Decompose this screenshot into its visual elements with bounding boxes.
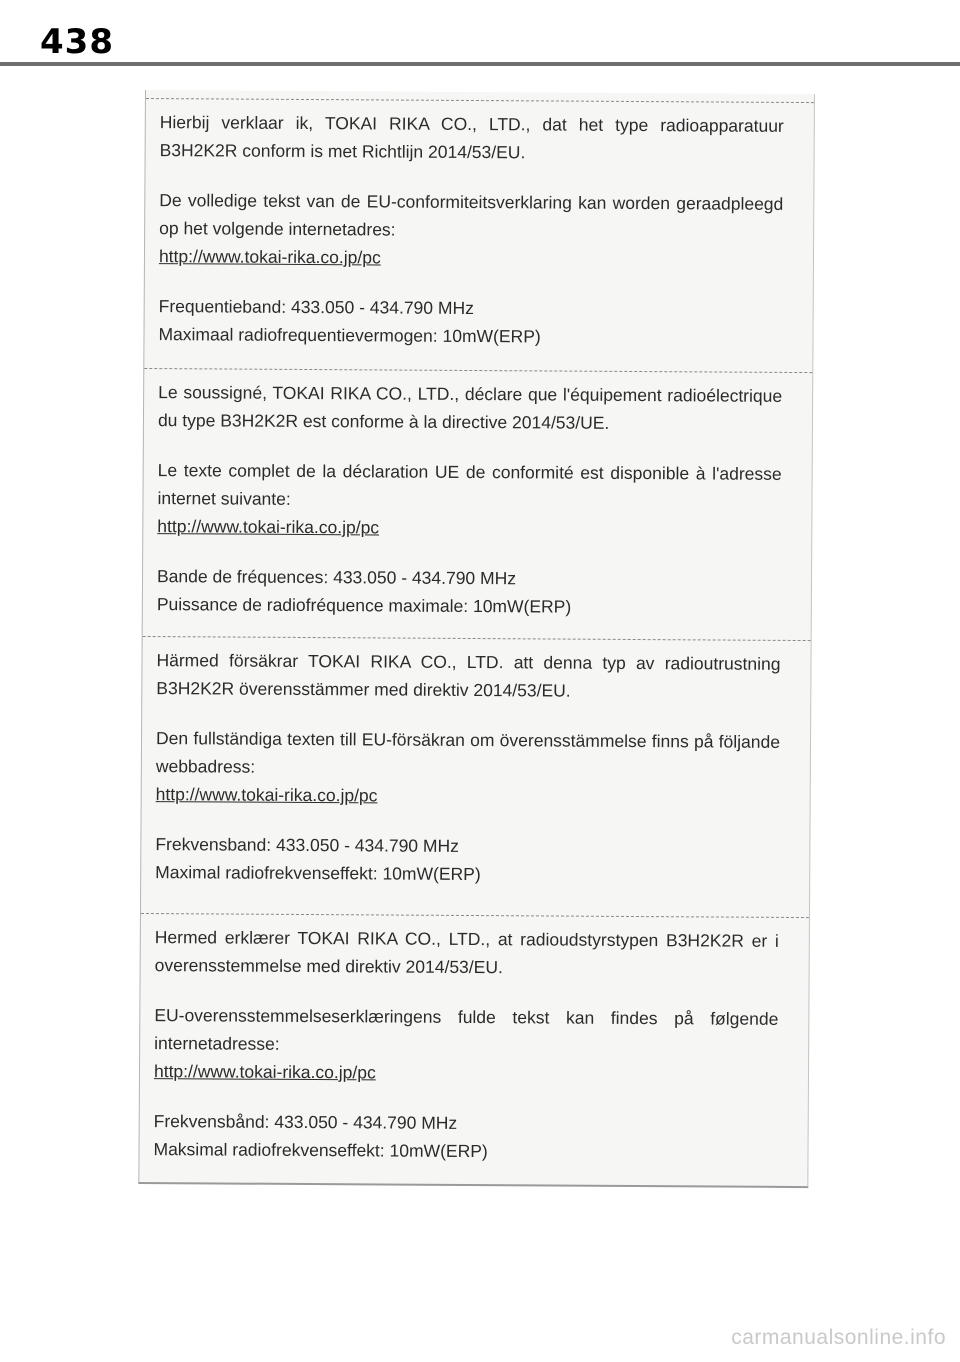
declaration-text: Hermed erklærer TOKAI RIKA CO., LTD., at radioudstyrstypen B3H2K2R er i overensstemmelse med direktiv 2014/53/EU. — [154, 927, 779, 978]
declaration-url-link[interactable]: http://www.tokai-rika.co.jp/pc — [158, 246, 381, 268]
header-rule — [0, 62, 960, 66]
max-power: Maximal radiofrekvenseffekt: 10mW(ERP) — [155, 862, 481, 885]
frequency-band: Bande de fréquences: 433.050 - 434.790 MHz — [156, 566, 517, 589]
frequency-band: Frekvensband: 433.050 - 434.790 MHz — [155, 834, 459, 856]
max-power: Maksimal radiofrekvenseffekt: 10mW(ERP) — [153, 1139, 488, 1162]
max-power: Puissance de radiofréquence maximale: 10mW(ERP) — [156, 594, 572, 617]
declaration-url-link[interactable]: http://www.tokai-rika.co.jp/pc — [157, 516, 380, 538]
declaration-block-swedish — [141, 636, 811, 917]
fulltext-intro: Den fullständiga texten till EU-försäkran om överensstämmelse finns på följande webbadress: — [155, 728, 781, 777]
declaration-text: Härmed försäkrar TOKAI RIKA CO., LTD. att denna typ av radioutrustning B3H2K2R överensstämmer med direktiv 2014/53/EU. — [156, 650, 781, 701]
declaration-block-french — [143, 368, 813, 640]
site-watermark: carmanualsonline.info — [731, 1326, 946, 1349]
declaration-url-link[interactable]: http://www.tokai-rika.co.jp/pc — [153, 1061, 376, 1083]
declaration-url-link[interactable]: http://www.tokai-rika.co.jp/pc — [155, 784, 378, 806]
fulltext-intro: EU-overensstemmelseserklæringens fulde tekst kan findes på følgende internetadresse: — [154, 1005, 779, 1054]
frequency-band: Frekvensbånd: 433.050 - 434.790 MHz — [153, 1111, 458, 1133]
declaration-text: Le soussigné, TOKAI RIKA CO., LTD., déclare que l'équipement radioélectrique du type B3H2K2R est conforme à la directive 2014/53/UE. — [157, 382, 783, 433]
declaration-text: Hierbij verklaar ik, TOKAI RIKA CO., LTD., dat het type radioapparatuur B3H2K2R conform is met Richtlijn 2014/53/EU. — [159, 112, 784, 163]
page-number: 438 — [40, 22, 114, 62]
declaration-block-dutch — [144, 98, 814, 372]
declaration-scan — [138, 90, 815, 1188]
declaration-block-danish — [139, 913, 809, 1185]
fulltext-intro: Le texte complet de la déclaration UE de conformité est disponible à l'adresse internet suivante: — [157, 460, 782, 509]
fulltext-intro: De volledige tekst van de EU-conformiteitsverklaring kan worden geraadpleegd op het volgende internetadres: — [159, 190, 784, 240]
max-power: Maximaal radiofrequentievermogen: 10mW(ERP) — [158, 324, 541, 347]
frequency-band: Frequentieband: 433.050 - 434.790 MHz — [158, 296, 474, 319]
